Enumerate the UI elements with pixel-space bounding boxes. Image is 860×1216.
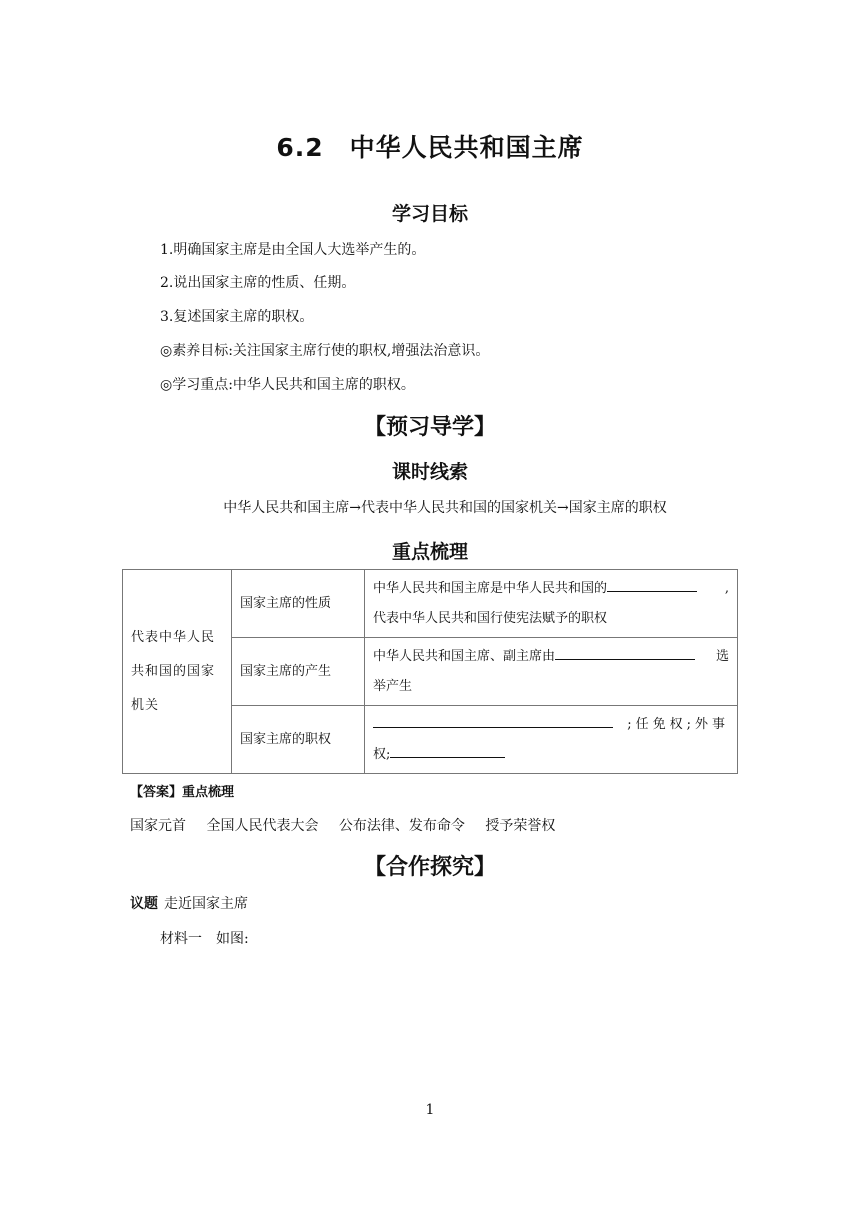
cell-text: 权; bbox=[373, 746, 391, 762]
table-row-content bbox=[365, 638, 738, 706]
answer-blank bbox=[390, 743, 505, 758]
material-text: 如图: bbox=[216, 931, 249, 947]
table-row-label: 国家主席的职权 bbox=[232, 706, 365, 774]
answer-item: 国家元首 bbox=[130, 818, 186, 834]
issue-label: 议题 bbox=[130, 896, 158, 912]
table-row-label: 国家主席的产生 bbox=[232, 638, 365, 706]
table-group-label: 代表中华人民共和国的国家机关 bbox=[123, 570, 232, 774]
cell-text: , bbox=[724, 580, 729, 596]
objective-item: 2.说出国家主席的性质、任期。 bbox=[160, 275, 356, 291]
cell-text: 中华人民共和国主席、副主席由 bbox=[373, 648, 556, 664]
objectives-heading: 学习目标 bbox=[391, 203, 468, 225]
key-points-table bbox=[122, 569, 738, 774]
table-row-content bbox=[365, 706, 738, 774]
answer-item: 授予荣誉权 bbox=[485, 818, 556, 834]
answer-blank bbox=[373, 713, 613, 728]
table-row-content bbox=[365, 570, 738, 638]
answer-line bbox=[130, 815, 571, 835]
preview-heading: 【预习导学】 bbox=[363, 415, 496, 440]
cell-text: 代表中华人民共和国行使宪法赋予的职权 bbox=[373, 610, 608, 626]
cell-text: 选 bbox=[715, 648, 729, 664]
cooperation-heading: 【合作探究】 bbox=[363, 855, 496, 880]
page-number: 1 bbox=[425, 1102, 435, 1118]
table-row-label: 国家主席的性质 bbox=[232, 570, 365, 638]
material-line bbox=[160, 928, 249, 948]
cell-text: 中华人民共和国主席是中华人民共和国的 bbox=[373, 580, 608, 596]
answer-item: 公布法律、发布命令 bbox=[338, 818, 465, 834]
key-points-heading: 重点梳理 bbox=[391, 541, 468, 563]
page-title: 6.2 中华人民共和国主席 bbox=[276, 133, 584, 162]
answer-item: 全国人民代表大会 bbox=[206, 818, 319, 834]
issue-line bbox=[130, 893, 248, 913]
cell-text: 举产生 bbox=[373, 678, 413, 694]
answer-label: 【答案】重点梳理 bbox=[130, 785, 235, 800]
issue-text: 走近国家主席 bbox=[164, 896, 248, 912]
material-label: 材料一 bbox=[160, 931, 202, 947]
cell-text: ;任免权;外事 bbox=[627, 716, 729, 732]
answer-blank bbox=[555, 645, 695, 660]
clue-heading: 课时线索 bbox=[391, 461, 468, 483]
answer-blank bbox=[607, 577, 697, 592]
objective-item: 3.复述国家主席的职权。 bbox=[160, 309, 314, 325]
objective-item: ◎学习重点:中华人民共和国主席的职权。 bbox=[160, 377, 415, 393]
objective-item: 1.明确国家主席是由全国人大选举产生的。 bbox=[160, 242, 426, 258]
clue-text: 中华人民共和国主席→代表中华人民共和国的国家机关→国家主席的职权 bbox=[223, 500, 667, 516]
objective-item: ◎素养目标:关注国家主席行使的职权,增强法治意识。 bbox=[160, 343, 490, 359]
